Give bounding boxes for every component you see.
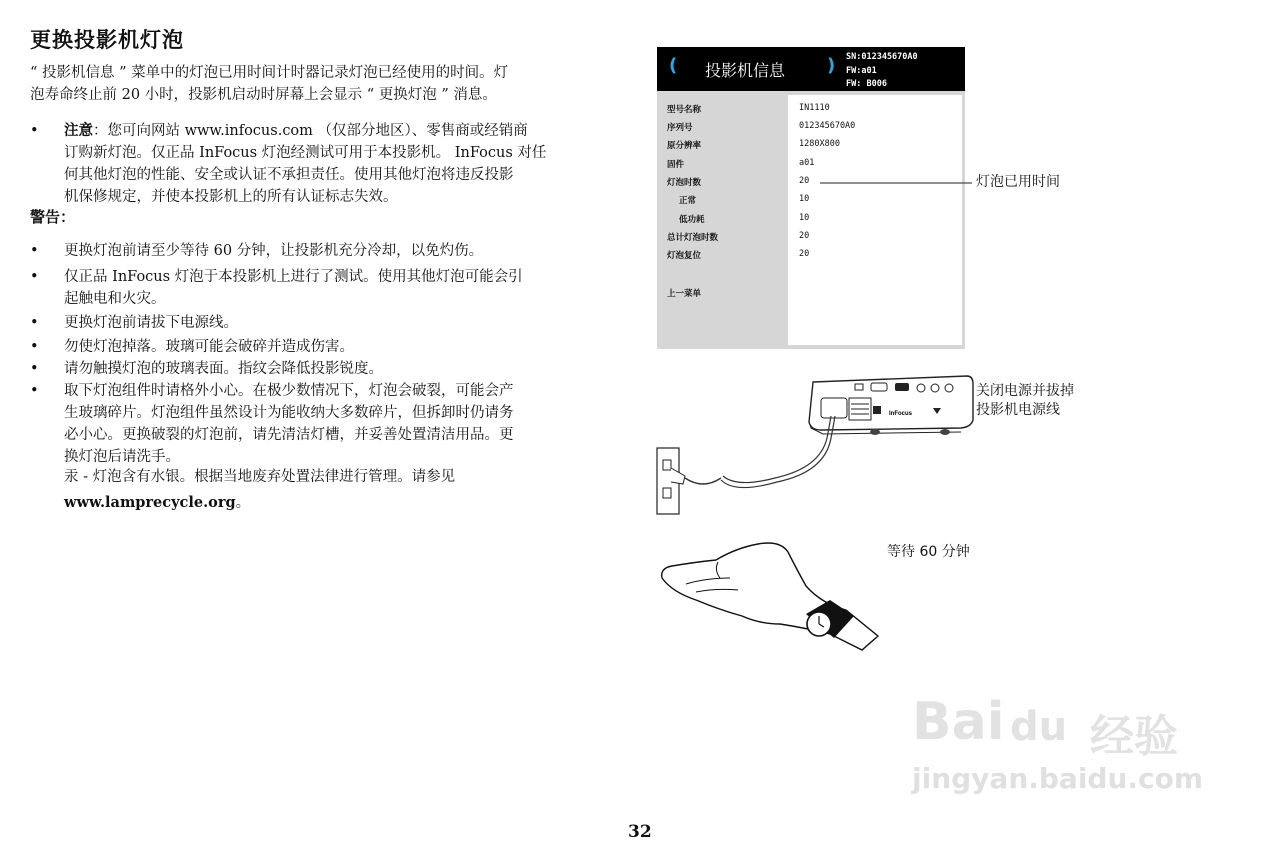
- row-value: 20: [799, 249, 810, 259]
- bullet-dot: •: [30, 339, 39, 355]
- warning-line: 取下灯泡组件时请格外小心。在极少数情况下，灯泡会破裂，可能会产: [64, 383, 514, 399]
- firmware-2: FW: B006: [846, 79, 887, 89]
- row-value: 012345670A0: [799, 121, 856, 131]
- row-label: 灯泡复位: [667, 251, 702, 261]
- warning-line: 请勿触摸灯泡的玻璃表面。指纹会降低投影锐度。: [64, 361, 383, 377]
- watermark-logo: Bai: [912, 692, 1005, 752]
- bullet-dot: •: [30, 123, 39, 139]
- watermark-logo-du: du: [1010, 704, 1068, 750]
- hand-watch-illustration: [656, 538, 886, 658]
- warning-line: 更换灯泡前请拔下电源线。: [64, 315, 238, 331]
- row-label: 灯泡时数: [667, 178, 702, 188]
- bullet-dot: •: [30, 315, 39, 331]
- row-label: 原分辨率: [667, 141, 702, 151]
- note-label: 注意: [64, 123, 93, 139]
- warning-line: 更换灯泡前请至少等待 60 分钟，让投影机充分冷却，以免灼伤。: [64, 243, 484, 259]
- firmware-1: FW:a01: [846, 66, 877, 76]
- warning-line: 起触电和火灾。: [64, 291, 166, 307]
- row-value: 1280X800: [799, 139, 840, 149]
- warning-line: 仅正品 InFocus 灯泡于本投影机上进行了测试。使用其他灯泡可能会引: [64, 269, 523, 285]
- watermark-jingyan: 经验: [1090, 711, 1178, 762]
- brand-label: InFocus: [889, 411, 913, 417]
- period: 。: [235, 495, 251, 511]
- projector-rear-illustration: [655, 372, 975, 522]
- bullet-dot: •: [30, 383, 39, 399]
- row-label: 固件: [667, 160, 685, 170]
- menu-title: 投影机信息: [705, 61, 786, 80]
- projector-info-menu: [657, 47, 965, 349]
- row-label: 正常: [679, 196, 697, 206]
- page-title: 更换投影机灯泡: [30, 28, 184, 52]
- mercury-line: 汞 - 灯泡含有水银。根据当地废弃处置法律进行管理。请参见: [64, 469, 456, 485]
- prev-menu-item[interactable]: 上一菜单: [667, 289, 702, 299]
- warning-heading: 警告：: [30, 208, 76, 226]
- row-label: 总计灯泡时数: [667, 233, 719, 243]
- row-label: 型号名称: [667, 105, 702, 115]
- unplug-callout-line-2: 投影机电源线: [976, 402, 1060, 418]
- row-label: 低功耗: [679, 215, 705, 225]
- bullet-dot: •: [30, 243, 39, 259]
- right-paren-icon: ): [827, 55, 836, 76]
- unplug-callout-line-1: 关闭电源并拔掉: [976, 383, 1074, 399]
- left-paren-icon: (: [669, 55, 678, 76]
- row-value: a01: [799, 158, 815, 168]
- page-number: 32: [628, 822, 652, 842]
- warning-line: 换灯泡后请洗手。: [64, 449, 180, 465]
- wait-callout: 等待 60 分钟: [887, 544, 970, 560]
- intro-line-1: “ 投影机信息 ” 菜单中的灯泡已用时间计时器记录灯泡已经使用的时间。灯: [30, 65, 509, 81]
- row-label: 序列号: [667, 123, 693, 133]
- note-line: 机保修规定，并使本投影机上的所有认证标志失效。: [64, 189, 398, 205]
- serial-number: SN:012345670A0: [846, 52, 918, 62]
- watermark-url: jingyan.baidu.com: [912, 762, 1204, 795]
- note-line: ：您可向网站 www.infocus.com （仅部分地区）、零售商或经销商: [93, 123, 528, 139]
- callout-line: [820, 176, 980, 190]
- row-value: IN1110: [799, 103, 830, 113]
- row-value: 20: [799, 176, 810, 186]
- menu-values-panel: [788, 95, 962, 345]
- row-value: 20: [799, 231, 810, 241]
- row-value: 10: [799, 213, 810, 223]
- note-line: 何其他灯泡的性能、安全或认证不承担责任。使用其他灯泡将违反投影: [64, 167, 514, 183]
- note-line: 订购新灯泡。仅正品 InFocus 灯泡经测试可用于本投影机。 InFocus 对任: [64, 145, 547, 161]
- lamprecycle-link[interactable]: www.lamprecycle.org: [64, 494, 236, 511]
- row-value: 10: [799, 194, 810, 204]
- menu-header: [657, 47, 965, 91]
- lamp-hours-callout: 灯泡已用时间: [976, 174, 1060, 190]
- warning-line: 生玻璃碎片。灯泡组件虽然设计为能收纳大多数碎片，但拆卸时仍请务: [64, 405, 514, 421]
- intro-line-2: 泡寿命终止前 20 小时，投影机启动时屏幕上会显示 “ 更换灯泡 ” 消息。: [30, 87, 497, 103]
- warning-line: 必小心。更换破裂的灯泡前，请先清洁灯槽，并妥善处置清洁用品。更: [64, 427, 514, 443]
- bullet-dot: •: [30, 269, 39, 285]
- bullet-dot: •: [30, 361, 39, 377]
- warning-line: 勿使灯泡掉落。玻璃可能会破碎并造成伤害。: [64, 339, 354, 355]
